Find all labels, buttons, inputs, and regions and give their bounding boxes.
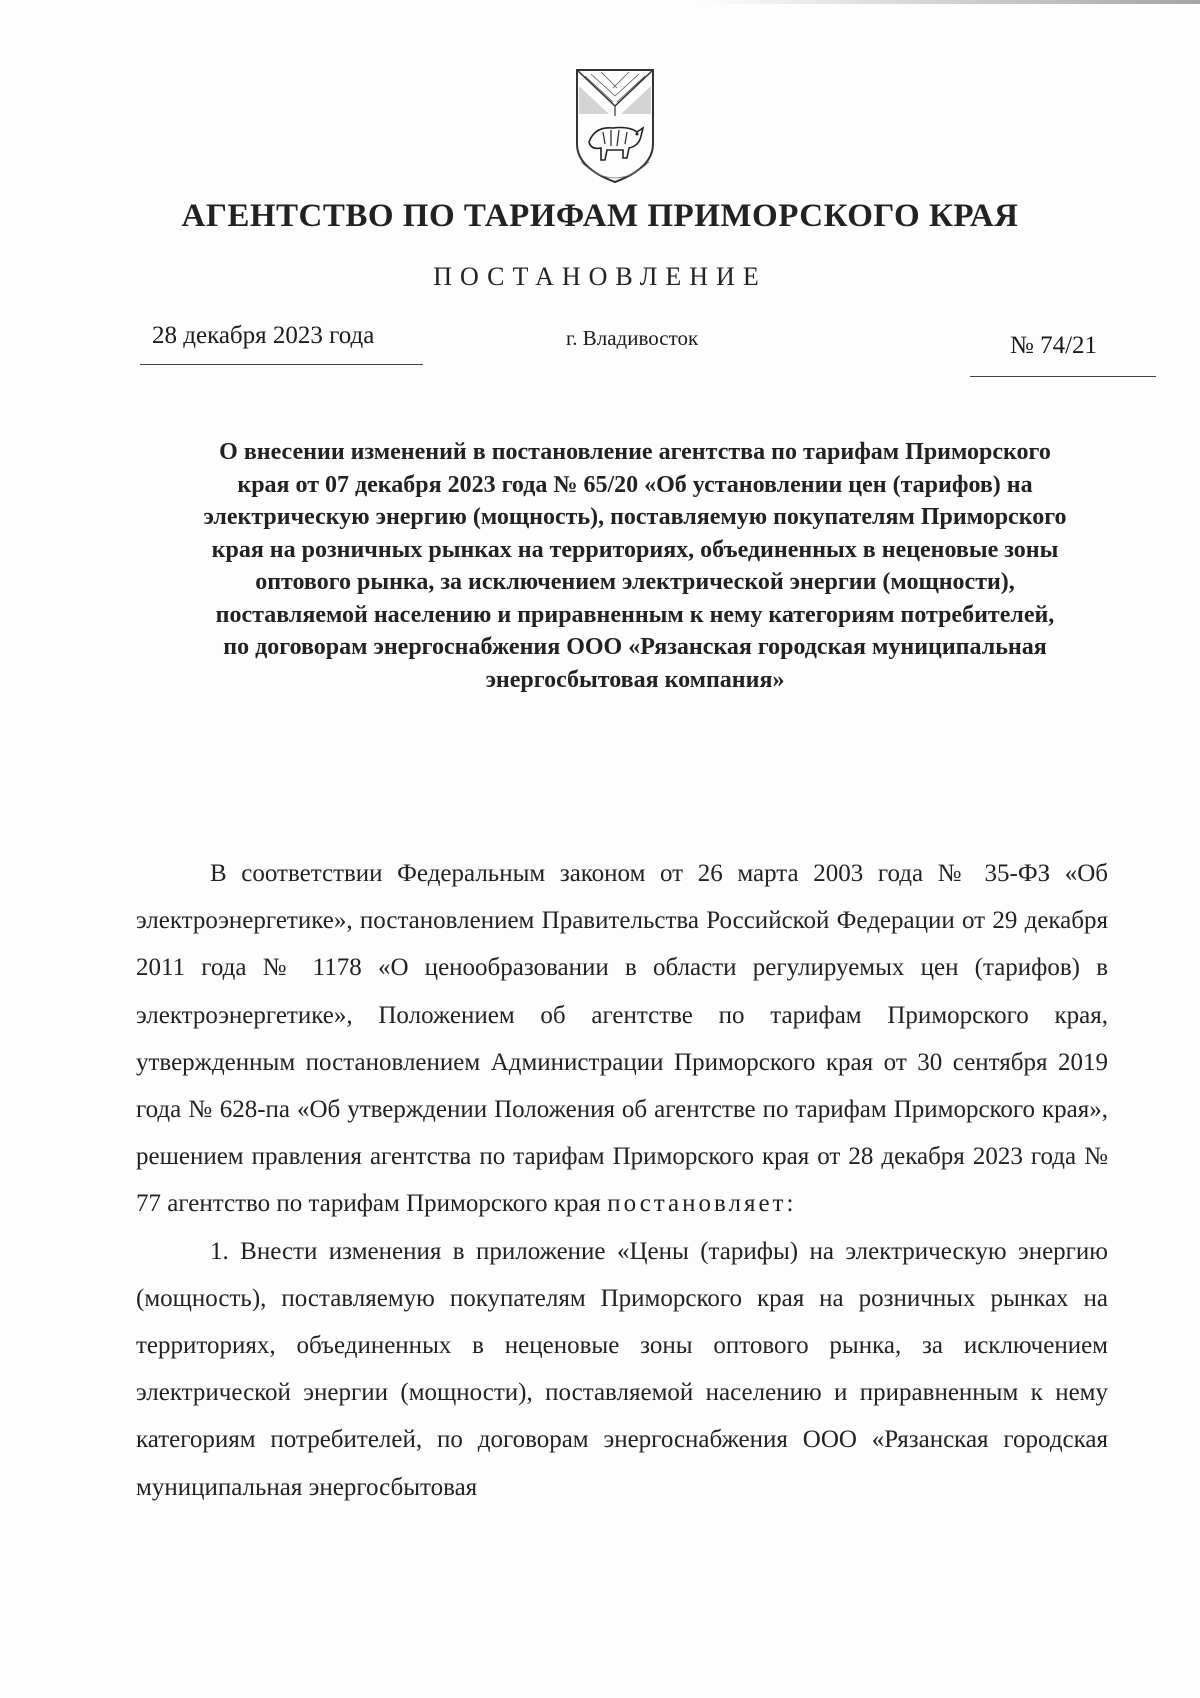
document-number: № 74/21 [970,332,1156,377]
document-subject: О внесении изменений в постановление агентства по тарифам Приморского края от 07 декабря 2023 года № 65/20 «Об установлении цен (тарифов) на электрическую энергию (мощность), поставляемую покупателям Приморского края на розничных рынках на территориях, объединенных в неценовые зоны оптового рынка, за исключением электрической энергии (мощности), поставляемой населению и приравненным к нему категориям потребителей, по договорам энергоснабжения ООО «Рязанская городская муниципальная энергосбытовая компания» [203,439,1067,693]
document-date: 28 декабря 2023 года [140,322,423,365]
resolves-word: постановляет: [607,1190,797,1218]
coat-of-arms-icon [573,66,657,186]
preamble-paragraph [136,850,1108,1228]
scan-edge [700,0,1200,4]
document-city: г. Владивосток [566,326,699,350]
agency-title: АГЕНТСТВО ПО ТАРИФАМ ПРИМОРСКОГО КРАЯ [181,198,1019,234]
document-type: ПОСТАНОВЛЕНИЕ [433,262,767,291]
preamble-text: В соответствии Федеральным законом от 26 марта 2003 года № 35-ФЗ «Об электроэнергетике», постановлением Правительства Российской Федерации от 29 декабря 2011 года № 1178 «О ценообразовании в области регулируемых цен (тарифов) в электроэнергетике», Положением об агентстве по тарифам Приморского края, утвержденным постановлением Администрации Приморского края от 30 сентября 2019 года № 628-па «Об утверждении Положения об агентстве по тарифам Приморского края», решением правления агентства по тарифам Приморского края от 28 декабря 2023 года № 77 агентство по тарифам Приморского края [136,860,1108,1218]
item-1-paragraph: 1. Внести изменения в приложение «Цены (тарифы) на электрическую энергию (мощность), поставляемую покупателям Приморского края на розничных рынках на территориях, объединенных в неценовые зоны оптового рынка, за исключением электрической энергии (мощности), поставляемой населению и приравненным к нему категориям потребителей, по договорам энергоснабжения ООО «Рязанская городская муниципальная энергосбытовая [136,1237,1108,1501]
document-body [136,850,1108,1511]
